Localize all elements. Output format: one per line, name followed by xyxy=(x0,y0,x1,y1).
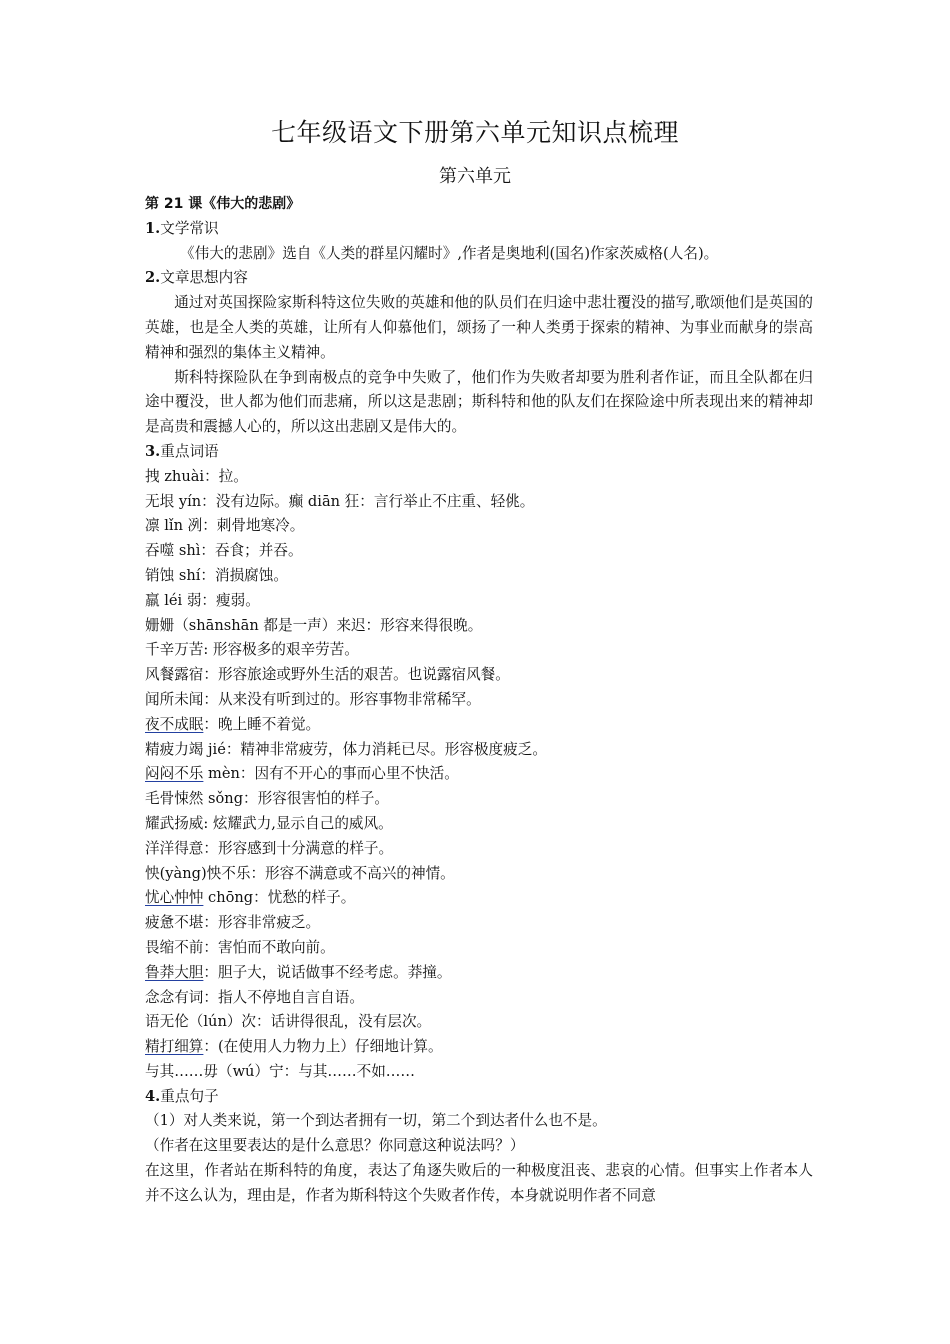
section-title: 重点词语 xyxy=(160,442,219,460)
key-sentence-1: （1）对人类来说，第一个到达者拥有一切，第二个到达者什么也不是。 xyxy=(145,1112,607,1130)
vocab-underlined-term: 夜不成眠 xyxy=(145,715,204,733)
vocab-underlined-term: 精打细算 xyxy=(145,1038,204,1056)
vocab-text: 与其……毋（wú）宁：与其……不如…… xyxy=(145,1062,415,1080)
vocab-text: 闻所未闻：从来没有听到过的。形容事物非常稀罕。 xyxy=(145,690,481,708)
vocab-item xyxy=(145,713,813,738)
vocab-text: 毛骨悚然 sǒng：形容很害怕的样子。 xyxy=(145,790,389,808)
vocab-text: 畏缩不前：害怕而不敢向前。 xyxy=(145,938,335,956)
vocab-item xyxy=(145,564,813,589)
vocab-item xyxy=(145,1060,813,1085)
vocab-item xyxy=(145,961,813,986)
vocab-text: 千辛万苦: 形容极多的艰辛劳苦。 xyxy=(145,641,359,659)
vocab-text: mèn：因有不开心的事而心里不快活。 xyxy=(203,765,459,783)
vocab-text: ：(在使用人力物力上）仔细地计算。 xyxy=(203,1038,443,1056)
vocab-text: 念念有词：指人不停地自言自语。 xyxy=(145,988,364,1006)
section-number: 2. xyxy=(145,269,161,287)
vocab-item xyxy=(145,539,813,564)
vocab-text: chōng：忧愁的样子。 xyxy=(203,889,356,907)
vocab-item xyxy=(145,589,813,614)
section-number: 4. xyxy=(145,1087,161,1105)
section-heading-sentences xyxy=(145,1085,813,1110)
vocab-item xyxy=(145,663,813,688)
vocab-item xyxy=(145,490,813,515)
vocab-text: 凛 lǐn 冽：刺骨地寒冷。 xyxy=(145,517,305,535)
document-body xyxy=(145,192,813,1209)
lesson-heading: 第 21 课《伟大的悲剧》 xyxy=(145,196,301,212)
vocab-item xyxy=(145,787,813,812)
vocab-item xyxy=(145,465,813,490)
vocabulary-list xyxy=(145,465,813,1085)
literature-paragraph: 《伟大的悲剧》选自《人类的群星闪耀时》,作者是奥地利(国名)作家茨威格(人名)。 xyxy=(180,244,719,262)
section-title: 文学常识 xyxy=(160,219,219,237)
vocab-text: 疲惫不堪：形容非常疲乏。 xyxy=(145,914,321,932)
theme-paragraph-1: 通过对英国探险家斯科特这位失败的英雄和他的队员们在归途中悲壮覆没的描写,歌颂他们是英国的英雄，也是全人类的英雄，让所有人仰慕他们，颂扬了一种人类勇于探索的精神、为事业而献身的崇高精神和强烈的集体主义精神。 xyxy=(145,294,813,361)
section-title: 文章思想内容 xyxy=(160,269,248,287)
vocab-text: 怏(yàng)怏不乐：形容不满意或不高兴的神情。 xyxy=(145,864,455,882)
theme-paragraph-2: 斯科特探险队在争到南极点的竞争中失败了，他们作为失败者却要为胜利者作证，而且全队都在归途中覆没，世人都为他们而悲痛，所以这是悲剧；斯科特和他的队友们在探险途中所表现出来的精神却是高贵和震撼人心的，所以这出悲剧又是伟大的。 xyxy=(145,368,813,436)
vocab-item xyxy=(145,514,813,539)
vocab-underlined-term: 鲁莽大胆 xyxy=(145,963,204,981)
vocab-text: 姗姗（shānshān 都是一声）来迟：形容来得很晚。 xyxy=(145,616,483,634)
vocab-item xyxy=(145,936,813,961)
section-heading-theme xyxy=(145,266,813,291)
vocab-underlined-term: 忧心忡忡 xyxy=(145,889,204,907)
vocab-item xyxy=(145,762,813,787)
unit-subtitle: 第六单元 xyxy=(439,166,511,187)
section-number: 1. xyxy=(145,219,161,237)
vocab-text: 洋洋得意：形容感到十分满意的样子。 xyxy=(145,839,394,857)
vocab-item xyxy=(145,911,813,936)
vocab-item xyxy=(145,1010,813,1035)
section-number: 3. xyxy=(145,442,161,460)
vocab-text: ：晚上睡不着觉。 xyxy=(203,715,321,733)
vocab-item xyxy=(145,986,813,1011)
vocab-text: 无垠 yín：没有边际。癫 diān 狂：言行举止不庄重、轻佻。 xyxy=(145,492,535,510)
vocab-text: 语无伦（lún）次：话讲得很乱，没有层次。 xyxy=(145,1013,432,1031)
vocab-text: 吞噬 shì：吞食；并吞。 xyxy=(145,542,303,560)
vocab-text: 销蚀 shí：消损腐蚀。 xyxy=(145,566,288,584)
vocab-item xyxy=(145,886,813,911)
vocab-item xyxy=(145,614,813,639)
vocab-item xyxy=(145,812,813,837)
vocab-item xyxy=(145,1035,813,1060)
vocab-text: 精疲力竭 jié：精神非常疲劳，体力消耗已尽。形容极度疲乏。 xyxy=(145,740,547,758)
section-heading-vocabulary xyxy=(145,440,813,465)
vocab-text: 羸 léi 弱：瘦弱。 xyxy=(145,591,260,609)
section-title: 重点句子 xyxy=(160,1087,219,1105)
vocab-text: 风餐露宿：形容旅途或野外生活的艰苦。也说露宿风餐。 xyxy=(145,666,510,684)
section-heading-literature xyxy=(145,217,813,242)
vocab-text: 耀武扬威: 炫耀武力,显示自己的威风。 xyxy=(145,814,393,832)
key-sentence-answer: 在这里，作者站在斯科特的角度，表达了角逐失败后的一种极度沮丧、悲哀的心情。但事实上作者本人并不这么认为，理由是，作者为斯科特这个失败者作传，本身就说明作者不同意 xyxy=(145,1162,813,1204)
key-sentence-question: （作者在这里要表达的是什么意思？你同意这种说法吗？） xyxy=(145,1137,525,1155)
vocab-underlined-term: 闷闷不乐 xyxy=(145,765,204,783)
vocab-text: ：胆子大，说话做事不经考虑。莽撞。 xyxy=(203,963,452,981)
vocab-item xyxy=(145,837,813,862)
vocab-item xyxy=(145,638,813,663)
vocab-item xyxy=(145,862,813,887)
document-title: 七年级语文下册第六单元知识点梳理 xyxy=(270,118,679,147)
vocab-item xyxy=(145,738,813,763)
vocab-text: 拽 zhuài：拉。 xyxy=(145,467,248,485)
vocab-item xyxy=(145,688,813,713)
